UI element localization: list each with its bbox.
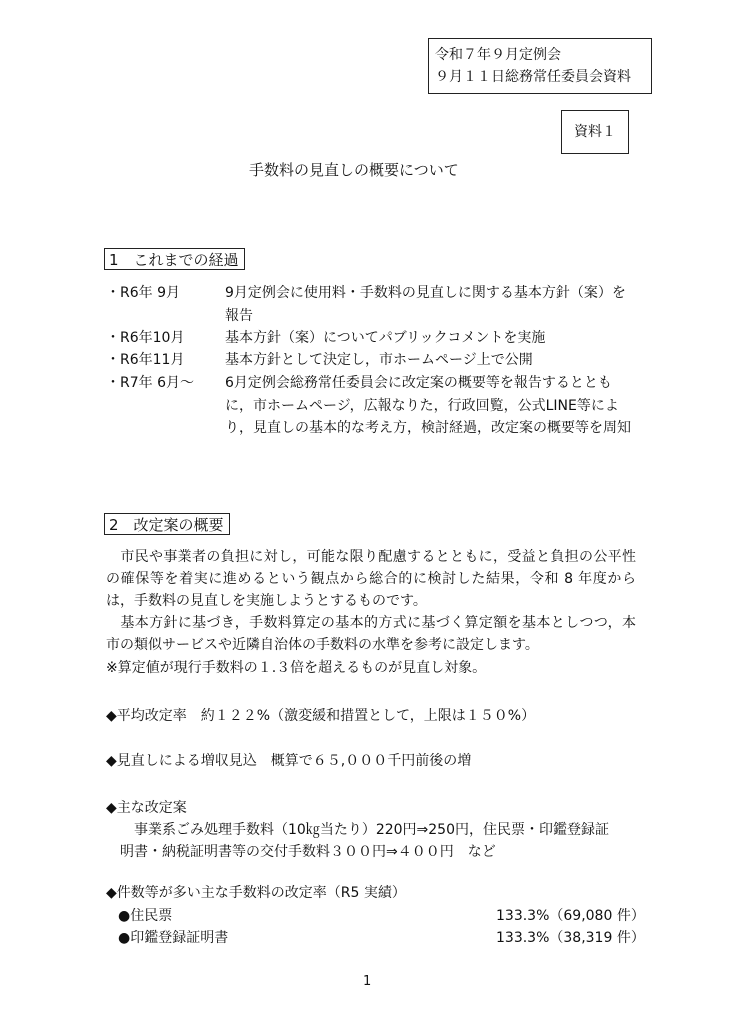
section2-heading: 2 改定案の概要 [104,513,230,535]
revenue-estimate: ◆見直しによる増収見込 概算で６５,０００千円前後の増 [106,753,472,769]
overview-paragraph: 市民や事業者の負担に対し，可能な限り配慮するとともに，受益と負担の公平性の確保等を着実に進めるという観点から総合的に検討した結果，令和 8 年度からは，手数料の見直しを実施しようとするものです。 [106,549,636,609]
policy-paragraph: 基本方針に基づき，手数料算定の基本的方式に基づく算定額を基本としつつ，本市の類似サービスや近隣自治体の手数料の水準を参考に設定します。 [106,615,636,653]
doc-label: 資料１ [561,110,629,154]
history-text: 6月定例会総務常任委員会に改定案の概要等を報告するとともに，市ホームページ，広報なりた，行政回覧，公式LINE等により，見直しの基本的な考え方，検討経過，改定案の概要等を周知 [225,375,631,436]
rate-value: 133.3%（38,319 件） [496,930,645,946]
history-text: 基本方針（案）についてパブリックコメントを実施 [225,330,546,346]
history-date: ・R7年 6月～ [106,375,194,391]
rate-name: ●住民票 [118,908,173,924]
page-title: 手数料の見直しの概要について [249,161,459,179]
history-text: 9月定例会に使用料・手数料の見直しに関する基本方針（案）を報告 [225,285,626,324]
section1-heading: 1 これまでの経過 [104,248,245,270]
meeting-label: 令和７年９月定例会 [435,47,561,63]
target-note: ※算定値が現行手数料の１.３倍を超えるものが見直し対象。 [106,660,487,676]
header-box [428,38,652,94]
rates-heading: ◆件数等が多い主な手数料の改定率（R5 実績） [106,885,406,901]
committee-label: ９月１１日総務常任委員会資料 [435,69,631,85]
rate-name: ●印鑑登録証明書 [118,930,229,946]
main-revisions-line2: 明書・納税証明書等の交付手数料３００円⇒４００円 など [120,844,496,860]
main-revisions-line1: 事業系ごみ処理手数料（10㎏当たり）220円⇒250円，住民票・印鑑登録証 [134,822,609,838]
history-text: 基本方針として決定し，市ホームページ上で公開 [225,352,533,368]
rate-value: 133.3%（69,080 件） [496,908,645,924]
history-date: ・R6年10月 [106,330,185,346]
history-date: ・R6年11月 [106,352,185,368]
average-rate: ◆平均改定率 約１２２%（激変緩和措置として，上限は１５０%） [106,708,536,724]
main-revisions-heading: ◆主な改定案 [106,800,187,816]
page-number: 1 [363,974,372,989]
history-date: ・R6年 9月 [106,285,180,301]
